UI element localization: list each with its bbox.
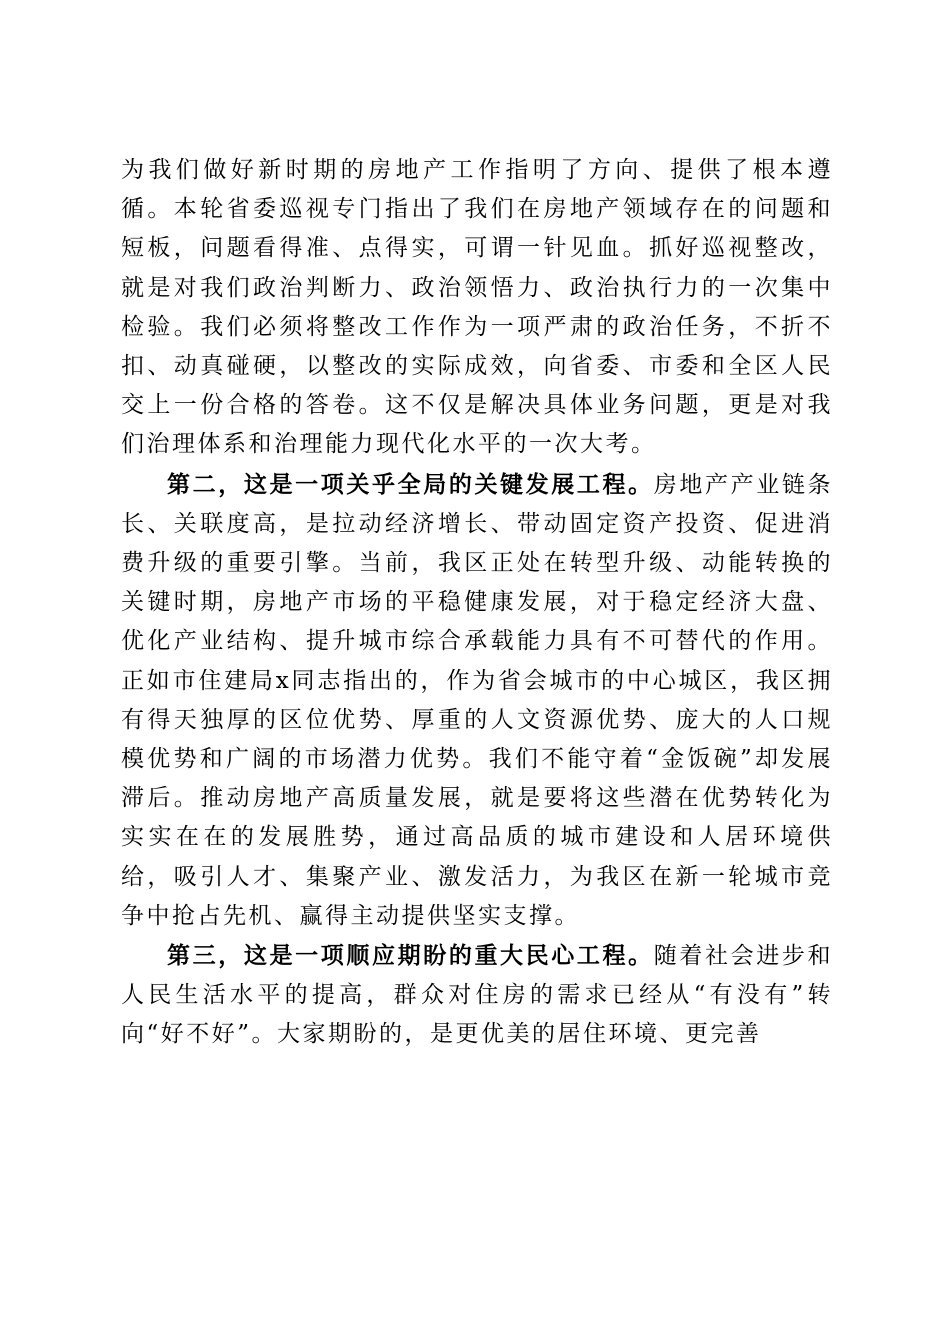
paragraph-2 bbox=[121, 465, 833, 936]
paragraph-2-heading: 第二，这是一项关乎全局的关键发展工程。 bbox=[167, 470, 654, 498]
document-body bbox=[121, 151, 833, 1055]
paragraph-1 bbox=[121, 151, 833, 465]
paragraph-3-heading: 第三，这是一项顺应期盼的重大民心工程。 bbox=[167, 942, 654, 970]
paragraph-3 bbox=[121, 936, 833, 1055]
paragraph-2-text: 房地产产业链条长、关联度高，是拉动经济增长、带动固定资产投资、促进消费升级的重要引擎。当前，我区正处在转型升级、动能转换的关键时期，房地产市场的平稳健康发展，对于稳定经济大盘、优化产业结构、提升城市综合承载能力具有不可替代的作用。正如市住建局x同志指出的，作为省会城市的中心城区，我区拥有得天独厚的区位优势、厚重的人文资源优势、庞大的人口规模优势和广阔的市场潜力优势。我们不能守着“金饭碗”却发展滞后。推动房地产高质量发展，就是要将这些潜在优势转化为实实在在的发展胜势，通过高品质的城市建设和人居环境供给，吸引人才、集聚产业、激发活力，为我区在新一轮城市竞争中抢占先机、赢得主动提供坚实支撑。 bbox=[121, 471, 834, 929]
paragraph-1-text: 为我们做好新时期的房地产工作指明了方向、提供了根本遵循。本轮省委巡视专门指出了我们在房地产领域存在的问题和短板，问题看得准、点得实，可谓一针见血。抓好巡视整改，就是对我们政治判断力、政治领悟力、政治执行力的一次集中检验。我们必须将整改工作作为一项严肃的政治任务，不折不扣、动真碰硬，以整改的实际成效，向省委、市委和全区人民交上一份合格的答卷。这不仅是解决具体业务问题，更是对我们治理体系和治理能力现代化水平的一次大考。 bbox=[121, 157, 833, 458]
paragraph-3-text: 随着社会进步和人民生活水平的提高，群众对住房的需求已经从“有没有”转向“好不好”。大家期盼的，是更优美的居住环境、更完善 bbox=[121, 943, 834, 1048]
